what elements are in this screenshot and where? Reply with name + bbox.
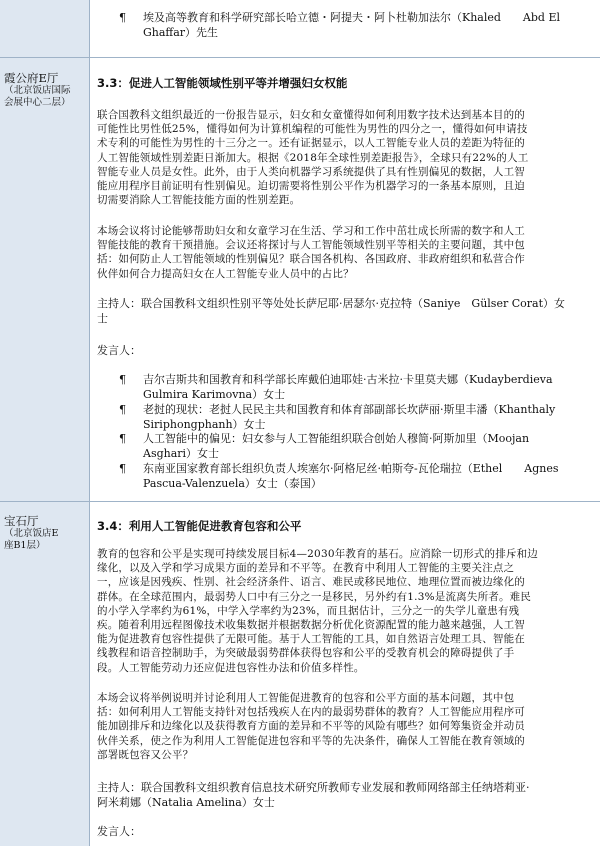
speaker-text: 人工智能中的偏见：妇女参与人工智能组织联合创始人穆简·阿斯加里（Moojan Asghari）女士 [143,432,530,460]
venue-detail: （北京饭店国际 会展中心二层） [4,85,71,108]
session-heading: 3.3：促进人工智能领域性别平等并增强妇女权能 [97,76,348,90]
session-paragraph: 本场会议将举例说明并讨论利用人工智能促进教育的包容和公平方面的基本问题，其中包 括：如何利用人工智能支持针对包括残疾人在内的最弱势群体的教育？人工智能应用程序可 能加剧排斥和边缘化以及获得教育方面的差异和不平等的风险有哪些？如何筹集资金并动员 伙伴关系，使之作为利用人工智能促进包容和平等的先决条件，确保人工智能在教育领域的 部署既包容又公平？ [97,692,525,761]
speaker-text: 老挝的现状：老挝人民民主共和国教育和体育部副部长坎萨丽·斯里丰潘（Khanthaly Siriphongphanh）女士 [143,403,556,431]
venue-cell [4,515,88,552]
row-divider [0,501,600,502]
session-paragraph: 教育的包容和公平是实现可持续发展目标4—2030年教育的基石。应消除一切形式的排斥和边 缘化，以及入学和学习成果方面的差异和不平等。在教育中利用人工智能的主要关注点之 一，应该是因残疾、性别、社会经济条件、语言、难民或移民地位、地理位置而被边缘化的 群体。在全球范围内，最弱势人口中有三分之一是移民，另外约有1.3%是流离失所者。难民 的小学入学率约为61%，中学入学率约为23%，而且据估计，三分之一的失学儿童患有残 疾。随着利用远程图像技术收集数据并根据数据分析优化资源配置的能力越来越强，人工智 能为促进教育包容性提供了无限可能。基于人工智能的工具，如自然语言处理工具、智能在 线教程和语音控制助手，为突破最弱势群体获得包容和公平的受教育机会的障碍提供了手 段。人工智能劳动力还应促进包容性办法和价值多样性。 [97,548,539,674]
speaker-text: 吉尔吉斯共和国教育和科学部长库戴伯迪耶娃·古米拉·卡里莫夫娜（Kudayberdieva Gulmira Karimovna）女士 [143,373,553,401]
bullet-icon: ¶ [119,432,126,445]
session-paragraph: 联合国教科文组织最近的一份报告显示，妇女和女童懂得如何利用数字技术达到基本目的的 可能性比男性低25%，懂得如何为计算机编程的可能性为男性的四分之一，懂得如何申请技 术专利的可能性为男性的十三分之一。还有证据显示，以人工智能专业人员的差距为特征的 人工智能领域性别差距日渐加大。根据《2018年全球性别差距报告》，全球只有22%的人工 智能专业人员是女性。此外，由于人类向机器学习系统提供了具有性别偏见的数据，人工智 能应用程序目前证明有性别偏见。迫切需要将性别公平作为机器学习的一条基本原则，且迫 切需要消除人工智能技能方面的性别差距。 [97,109,529,207]
session-chair: 主持人：联合国教科文组织性别平等处处长萨尼耶·居瑟尔·克拉特（Saniye Gülser Corat）女 士 [97,297,565,325]
speaker-text: 埃及高等教育和科学研究部长哈立德・阿提夫・阿卜杜勒加法尔（Khaled Abd El Ghaffar）先生 [143,11,560,39]
bullet-icon: ¶ [119,11,126,24]
venue-name: 霞公府E厅 [4,71,59,85]
venue-cell [4,72,88,109]
venue-detail: （北京饭店E 座B1层） [4,528,59,551]
row-divider [0,57,600,58]
session-paragraph: 本场会议将讨论能够帮助妇女和女童学习在生活、学习和工作中茁壮成长所需的数字和人工 智能技能的教育干预措施。会议还将探讨与人工智能领域性别平等相关的主要问题，其中包 括：如何防止人工智能领域的性别偏见？联合国各机构、各国政府、非政府组织和私营合作 伙伴如何合力提高妇女在人工智能专业人员中的占比？ [97,225,525,280]
venue-name: 宝石厅 [4,514,39,528]
speaker-text: 东南亚国家教育部长组织负责人埃塞尔·阿格尼丝·帕斯夸-瓦伦瑞拉（Ethel Agnes Pascua-Valenzuela）女士（泰国） [143,462,559,490]
session-heading: 3.4：利用人工智能促进教育包容和公平 [97,519,302,533]
bullet-icon: ¶ [119,462,126,475]
speakers-label: 发言人： [97,344,141,357]
speakers-label: 发言人： [97,825,141,838]
bullet-icon: ¶ [119,373,126,386]
venue-column [0,0,90,846]
session-chair: 主持人：联合国教科文组织教育信息技术研究所教师专业发展和教师网络部主任纳塔莉亚· 阿米莉娜（Natalia Amelina）女士 [97,781,530,809]
bullet-icon: ¶ [119,403,126,416]
